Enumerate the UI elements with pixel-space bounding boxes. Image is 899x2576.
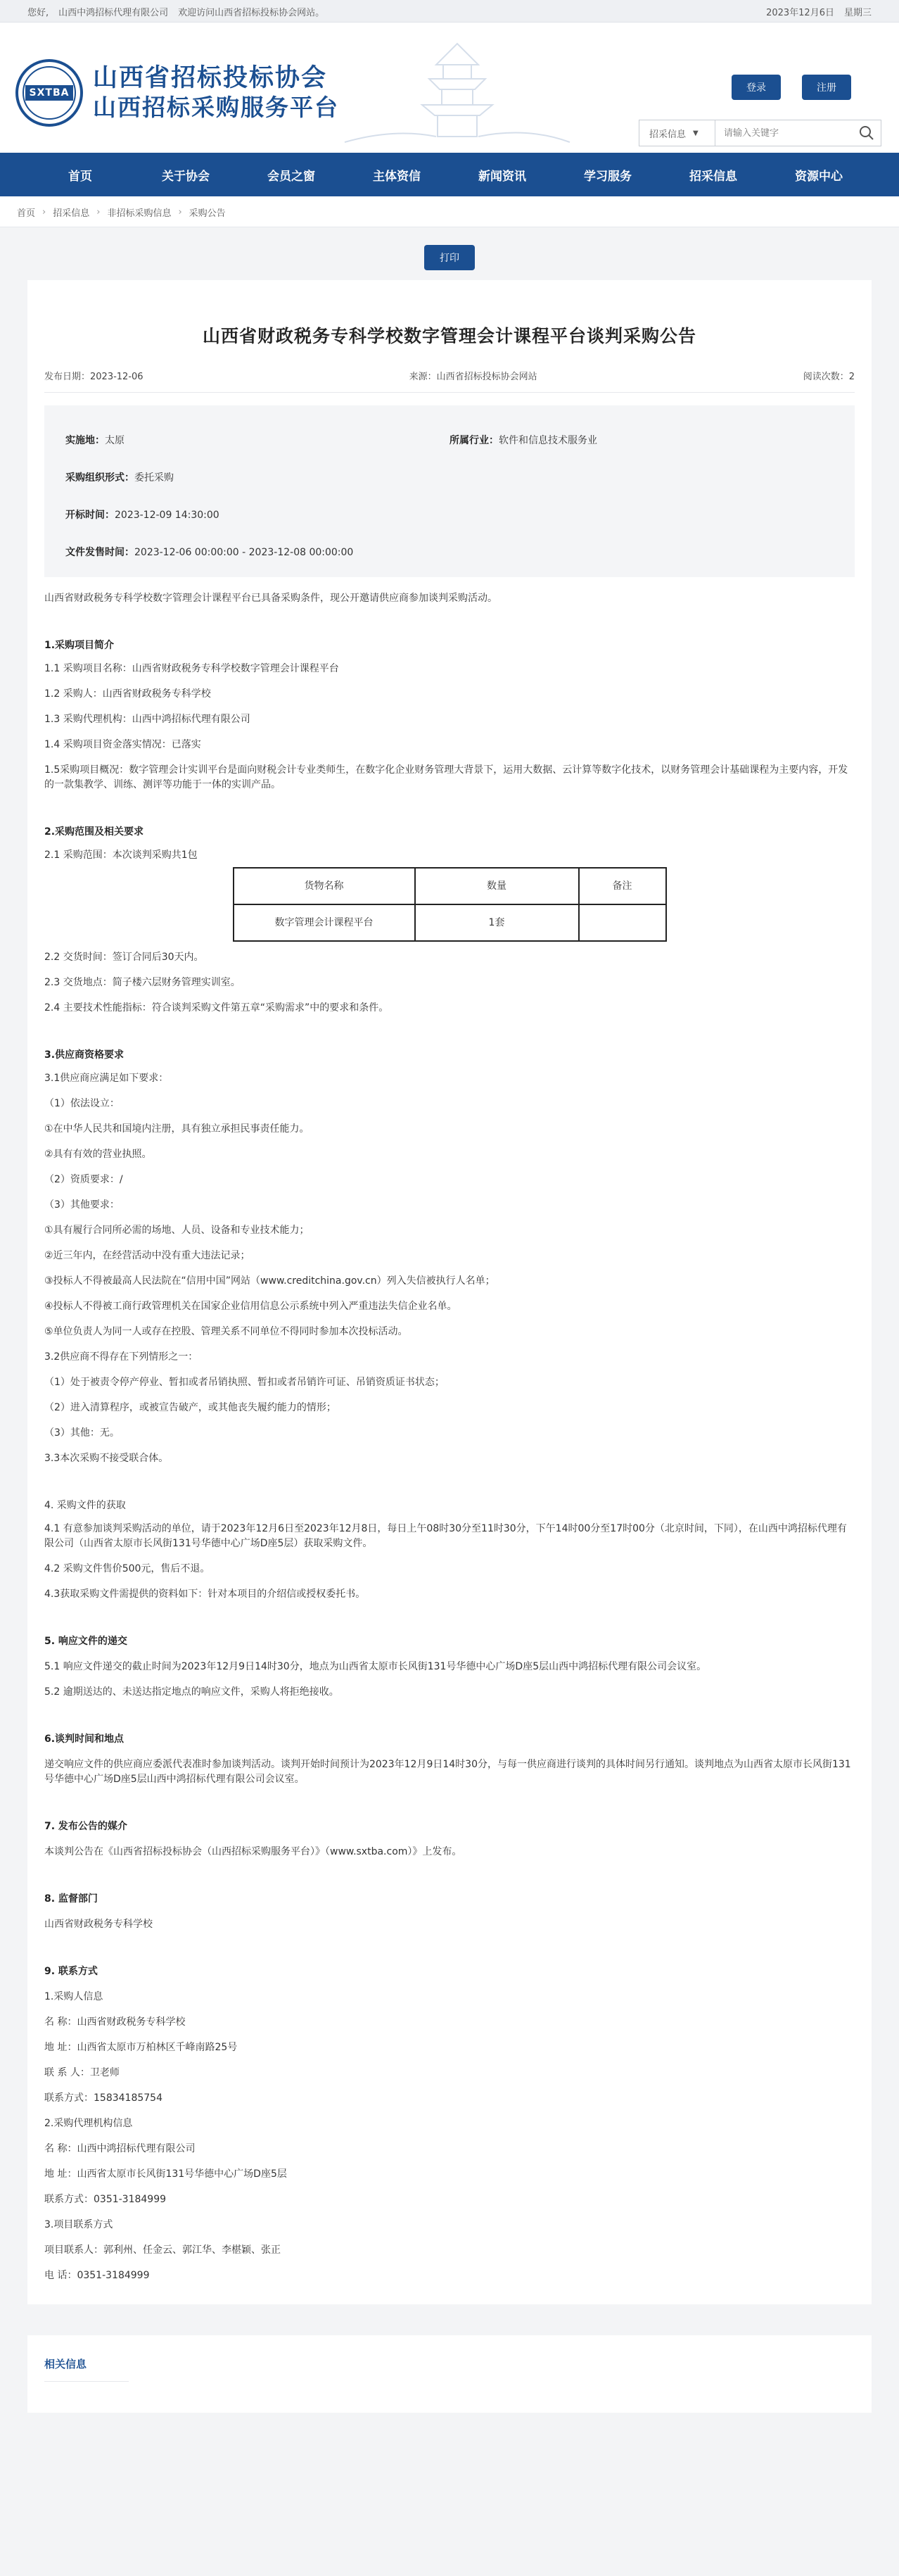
print-button[interactable]: 打印 xyxy=(424,245,475,270)
table-cell: 数字管理会计课程平台 xyxy=(234,904,415,941)
breadcrumb-procurement[interactable]: 招采信息 xyxy=(53,208,90,219)
article-meta xyxy=(44,369,855,393)
section-2-title: 2.采购范围及相关要求 xyxy=(44,826,144,838)
s1-line: 1.2 采购人：山西省财政税务专科学校 xyxy=(44,688,211,700)
nav-procurement[interactable]: 招采信息 xyxy=(689,169,737,184)
items-table xyxy=(233,867,667,942)
s6-text: 递交响应文件的供应商应委派代表准时参加谈判活动。谈判开始时间预计为2023年12月9日14时30分，与每一供应商进行谈判的具体时间另行通知。谈判地点为山西省太原市长风街131号华德中心广场D座5层山西中鸿招标代理有限公司会议室。 xyxy=(44,1759,851,1785)
section-6-title: 6.谈判时间和地点 xyxy=(44,1734,125,1745)
article-body xyxy=(44,591,855,2283)
section-9-title: 9. 联系方式 xyxy=(44,1966,98,1977)
s9-line: 项目联系人：郭利州、任金云、郭江华、李椹颖、张正 xyxy=(44,2244,281,2256)
s4-detail: 4.1 有意参加谈判采购活动的单位，请于2023年12月6日至2023年12月8日，每日上午08时30分至11时30分，下午14时00分至17时00分（北京时间，下同），在山西中鸿招标代理有限公司（山西省太原市长风街131号华德中心广场D座5层）获取采购文件。 xyxy=(44,1523,847,1549)
greeting: 您好, xyxy=(27,7,49,18)
read-count: 阅读次数：2 xyxy=(803,372,855,382)
article-source: 来源：山西省招标投标协会网站 xyxy=(409,372,537,382)
s9-line: 名 称：山西省财政税务专科学校 xyxy=(44,2016,186,2028)
table-header: 备注 xyxy=(579,868,666,904)
nav-learning[interactable]: 学习服务 xyxy=(584,169,632,184)
nav-members[interactable]: 会员之窗 xyxy=(267,169,315,184)
table-header: 数量 xyxy=(415,868,579,904)
publish-date: 发布日期：2023-12-06 xyxy=(44,372,144,382)
s9-line: 地 址：山西省太原市万柏林区千峰南路25号 xyxy=(44,2042,238,2053)
date-display xyxy=(766,5,872,18)
s3-line: ⑤单位负责人为同一人或存在控股、管理关系不同单位不得同时参加本次投标活动。 xyxy=(44,1326,408,1337)
article-title: 山西省财政税务专科学校数字管理会计课程平台谈判采购公告 xyxy=(202,326,696,346)
s5-line: 5.2 逾期送达的、未送达指定地点的响应文件，采购人将拒绝接收。 xyxy=(44,1686,339,1698)
welcome-message: 欢迎访问山西省招标投标协会网站。 xyxy=(178,7,325,18)
section-5-title: 5. 响应文件的递交 xyxy=(44,1636,127,1647)
s5-line: 5.1 响应文件递交的截止时间为2023年12月9日14时30分，地点为山西省太原市长风街131号华德中心广场D座5层山西中鸿招标代理有限公司会议室。 xyxy=(44,1661,707,1672)
site-title: 山西省招标投标协会 xyxy=(93,64,328,92)
login-button[interactable]: 登录 xyxy=(732,75,781,100)
project-info-box xyxy=(44,405,855,577)
s2-line: 2.2 交货时间：签订合同后30天内。 xyxy=(44,952,204,963)
search-input[interactable] xyxy=(715,120,853,146)
breadcrumb-current: 采购公告 xyxy=(189,208,226,219)
doc-period-label: 文件发售时间： xyxy=(65,546,134,558)
chevron-right-icon: › xyxy=(178,206,182,217)
s3-line: （1）处于被责令停产停业、暂扣或者吊销执照、暂扣或者吊销许可证、吊销资质证书状态； xyxy=(44,1377,445,1388)
search-icon[interactable] xyxy=(853,125,881,141)
breadcrumb xyxy=(0,196,899,227)
section-1-title: 1.采购项目简介 xyxy=(44,640,115,651)
s1-line: 1.1 采购项目名称：山西省财政税务专科学校数字管理会计课程平台 xyxy=(44,663,339,674)
register-button[interactable]: 注册 xyxy=(802,75,851,100)
breadcrumb-non-tender[interactable]: 非招标采购信息 xyxy=(107,208,172,219)
s4-line: 4.2 采购文件售价500元，售后不退。 xyxy=(44,1563,210,1574)
s9-line: 2.采购代理机构信息 xyxy=(44,2118,133,2129)
intro-text: 山西省财政税务专科学校数字管理会计课程平台已具备采购条件，现公开邀请供应商参加谈判采购活动。 xyxy=(44,593,497,604)
search-type-select[interactable] xyxy=(639,120,715,146)
related-info-title: 相关信息 xyxy=(44,2356,129,2382)
nav-news[interactable]: 新闻资讯 xyxy=(478,169,526,184)
s9-line: 联系方式：15834185754 xyxy=(44,2092,162,2104)
site-logo[interactable] xyxy=(15,59,339,127)
s9-line: 1.采购人信息 xyxy=(44,1991,103,2002)
industry-label: 所属行业： xyxy=(450,434,499,446)
s2-line: 2.4 主要技术性能指标：符合谈判采购文件第五章“采购需求”中的要求和条件。 xyxy=(44,1002,389,1014)
chevron-right-icon: › xyxy=(96,206,101,217)
weekday: 星期三 xyxy=(843,7,872,18)
s4-line: 4.3获取采购文件需提供的资料如下：针对本项目的介绍信或授权委托书。 xyxy=(44,1589,366,1600)
s9-line: 地 址：山西省太原市长风街131号华德中心广场D座5层 xyxy=(44,2168,287,2180)
doc-period-value: 2023-12-06 00:00:00 - 2023-12-08 00:00:00 xyxy=(134,546,354,558)
breadcrumb-home[interactable]: 首页 xyxy=(17,208,36,219)
search-type-label: 招采信息 xyxy=(649,129,687,140)
table-header: 货物名称 xyxy=(234,868,415,904)
s3-line: 3.1供应商应满足如下要求： xyxy=(44,1073,169,1084)
s3-line: 3.2供应商不得存在下列情形之一： xyxy=(44,1351,198,1363)
location-label: 实施地： xyxy=(65,434,105,446)
welcome-org: 山西中鸿招标代理有限公司 xyxy=(58,7,169,18)
s3-line: （3）其他：无。 xyxy=(44,1427,120,1439)
s3-line: ④投标人不得被工商行政管理机关在国家企业信用信息公示系统中列入严重违法失信企业名单。 xyxy=(44,1301,457,1312)
s2-line: 2.3 交货地点：简子楼六层财务管理实训室。 xyxy=(44,977,241,988)
main-nav xyxy=(0,153,899,196)
s3-line: ③投标人不得被最高人民法院在“信用中国”网站（www.creditchina.gov.cn）列入失信被执行人名单； xyxy=(44,1275,495,1287)
open-time-label: 开标时间： xyxy=(65,509,115,521)
pagoda-watermark-icon xyxy=(331,37,584,149)
association-badge-icon xyxy=(15,59,83,127)
s2-scope: 2.1 采购范围：本次谈判采购共1包 xyxy=(44,850,198,861)
search-bar xyxy=(639,120,881,146)
nav-credit[interactable]: 主体资信 xyxy=(373,169,421,184)
site-subtitle: 山西招标采购服务平台 xyxy=(93,94,339,121)
s1-line: 1.4 采购项目资金落实情况：已落实 xyxy=(44,739,201,750)
s3-line: （2）进入清算程序，或被宣告破产，或其他丧失履约能力的情形； xyxy=(44,1402,336,1413)
logo-abbr: SXTBA xyxy=(25,85,74,101)
table-header-row xyxy=(234,868,666,904)
s9-line: 名 称：山西中鸿招标代理有限公司 xyxy=(44,2143,196,2154)
s3-line: 3.3本次采购不接受联合体。 xyxy=(44,1453,169,1464)
s1-overview: 1.5采购项目概况：数字管理会计实训平台是面向财税会计专业类师生，在数字化企业财务管理大背景下，运用大数据、云计算等数字化技术，以财务管理会计基础课程为主要内容，开发的一款集教学、训练、测评等功能于一体的实训产品。 xyxy=(44,764,848,790)
welcome-text xyxy=(27,5,334,18)
org-form-value: 委托采购 xyxy=(134,472,174,484)
section-7-title: 7. 发布公告的媒介 xyxy=(44,1821,127,1832)
nav-home[interactable]: 首页 xyxy=(68,169,92,184)
top-bar xyxy=(0,0,899,23)
section-3-title: 3.供应商资格要求 xyxy=(44,1049,125,1061)
s9-line: 3.项目联系方式 xyxy=(44,2219,113,2230)
s3-line: ①在中华人民共和国境内注册，具有独立承担民事责任能力。 xyxy=(44,1123,310,1135)
location-value: 太原 xyxy=(105,434,125,446)
s3-line: ①具有履行合同所必需的场地、人员、设备和专业技术能力； xyxy=(44,1225,310,1236)
section-8-title: 8. 监督部门 xyxy=(44,1893,98,1905)
nav-about[interactable]: 关于协会 xyxy=(162,169,210,184)
s1-line: 1.3 采购代理机构：山西中鸿招标代理有限公司 xyxy=(44,714,250,725)
s3-line: （2）资质要求：/ xyxy=(44,1174,123,1185)
s3-line: ②近三年内，在经营活动中没有重大违法记录； xyxy=(44,1250,250,1261)
chevron-down-icon: ▼ xyxy=(693,129,699,137)
chevron-right-icon: › xyxy=(42,206,46,217)
s9-line: 电 话：0351-3184999 xyxy=(44,2270,150,2281)
table-cell xyxy=(579,904,666,941)
s8-text: 山西省财政税务专科学校 xyxy=(44,1919,153,1930)
org-form-label: 采购组织形式： xyxy=(65,472,134,484)
s3-line: ②具有有效的营业执照。 xyxy=(44,1149,152,1160)
table-cell: 1套 xyxy=(415,904,579,941)
open-time-value: 2023-12-09 14:30:00 xyxy=(115,509,219,521)
s7-text: 本谈判公告在《山西省招标投标协会（山西招标采购服务平台）》（www.sxtba.com）》上发布。 xyxy=(44,1846,462,1857)
s9-line: 联 系 人：卫老师 xyxy=(44,2067,120,2078)
related-info xyxy=(27,2335,872,2413)
section-4-title: 4. 采购文件的获取 xyxy=(44,1500,126,1511)
site-header xyxy=(0,23,899,153)
s3-line: （3）其他要求： xyxy=(44,1199,120,1211)
table-row xyxy=(234,904,666,941)
date: 2023年12月6日 xyxy=(766,7,834,18)
article xyxy=(27,280,872,2304)
industry-value: 软件和信息技术服务业 xyxy=(499,434,597,446)
s3-line: （1）依法设立： xyxy=(44,1098,120,1109)
nav-resources[interactable]: 资源中心 xyxy=(795,169,843,184)
s9-line: 联系方式：0351-3184999 xyxy=(44,2194,167,2205)
